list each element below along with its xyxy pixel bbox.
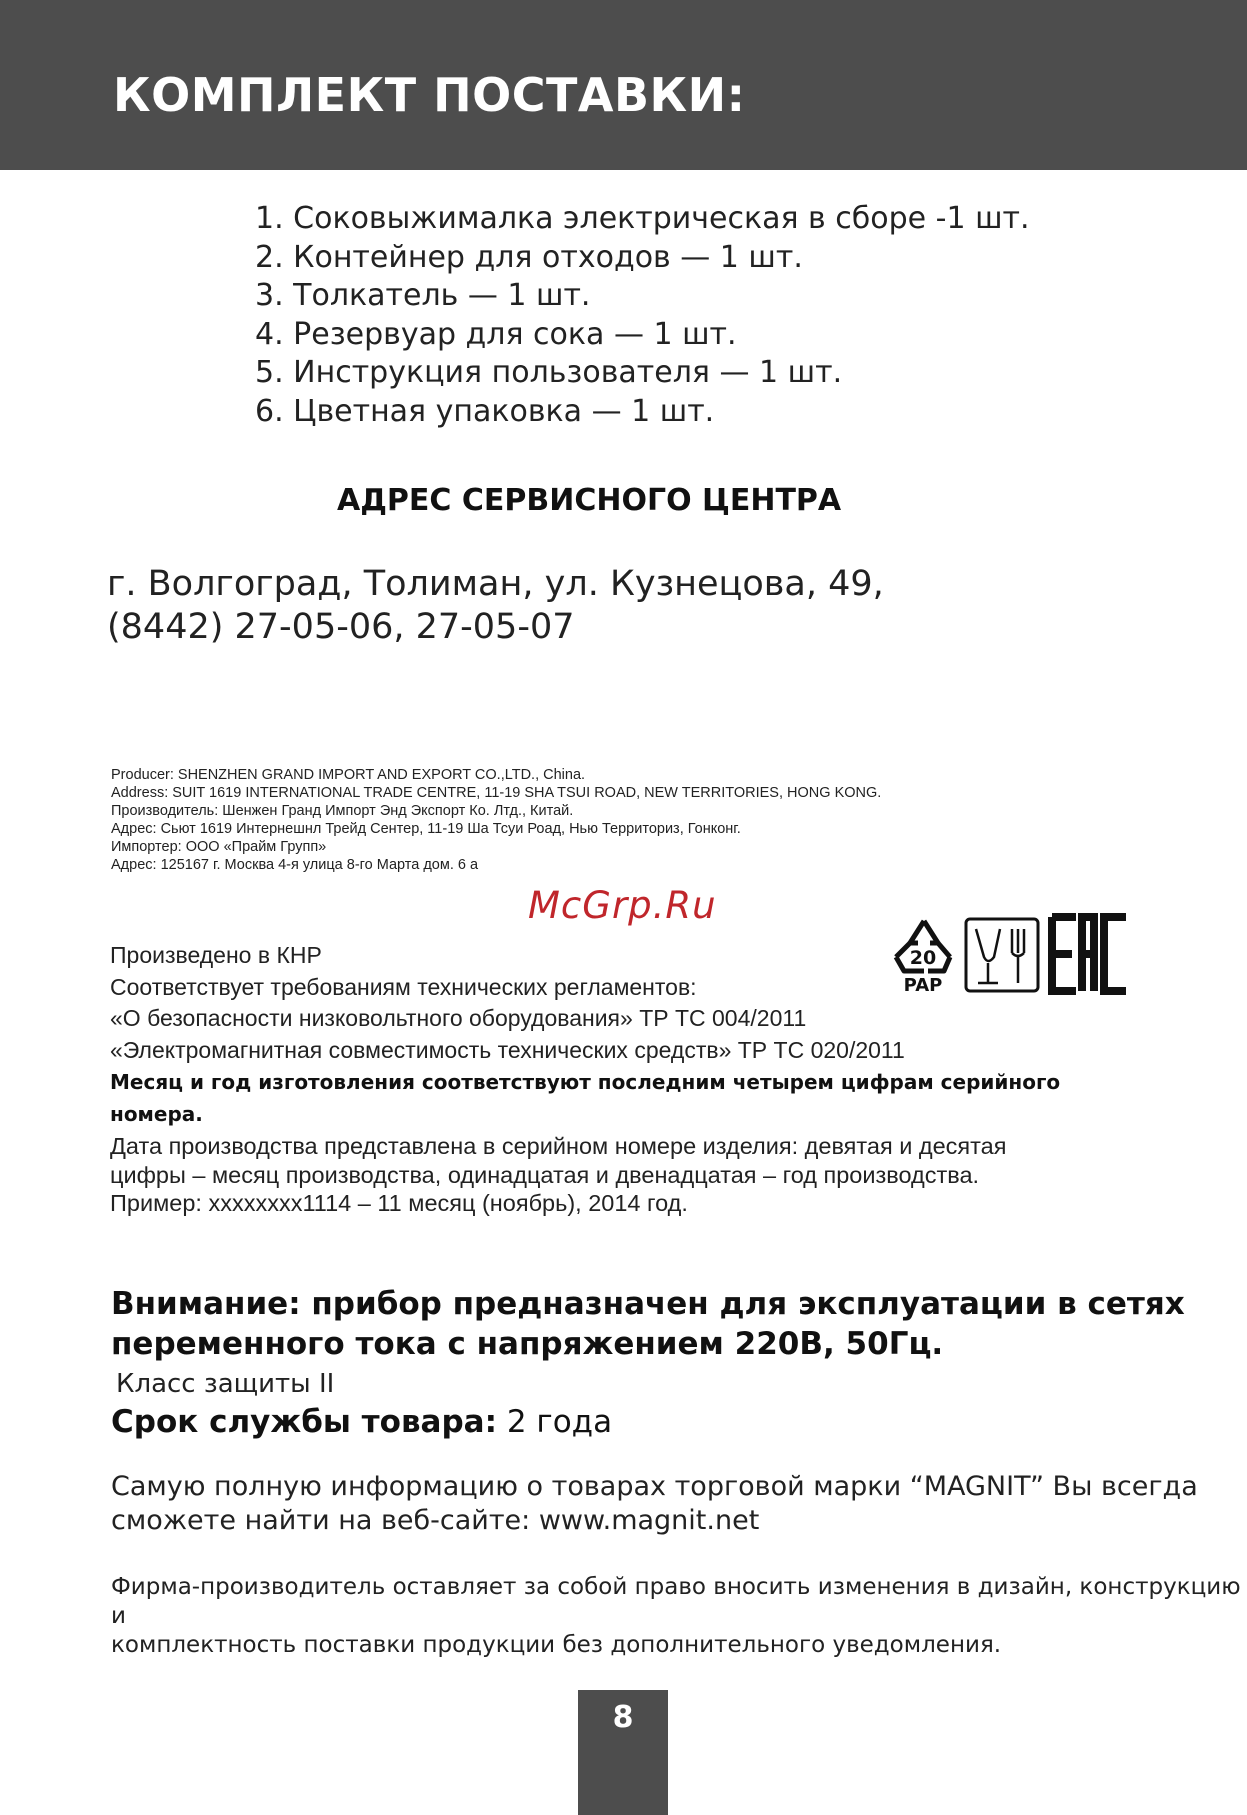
list-item: 5. Инструкция пользователя — 1 шт.: [255, 355, 843, 390]
protection-class: Класс защиты II: [116, 1369, 335, 1399]
info-line: сможете найти на веб-сайте: www.magnit.net: [111, 1505, 760, 1536]
info-line: Самую полную информацию о товарах торговой марки “MAGNIT” Вы всегда: [111, 1471, 1198, 1502]
recycle-label: PAP: [903, 975, 943, 996]
producer-line: Адрес: Сьют 1619 Интернешнл Трейд Сентер, 11-19 Ша Тсуи Роад, Нью Территориз, Гонконг.: [111, 821, 741, 837]
disclaimer-line: комплектность поставки продукции без дополнительного уведомления.: [111, 1632, 1002, 1658]
eac-label: EAC: [890, 913, 892, 914]
producer-line: Производитель: Шенжен Гранд Импорт Энд Экспорт Ко. Лтд., Китай.: [111, 803, 574, 819]
warning-line: переменного тока с напряжением 220В, 50Гц.: [111, 1326, 944, 1362]
disclaimer: [111, 1573, 1247, 1660]
page-number-box: [578, 1690, 668, 1815]
address-line: г. Волгоград, Толиман, ул. Кузнецова, 49,: [107, 564, 884, 604]
header-band: [0, 0, 1247, 170]
watermark: McGrp.Ru: [528, 884, 717, 927]
date-line: Дата производства представлена в серийном номере изделия: девятая и десятая: [110, 1133, 1007, 1159]
warning-line: Внимание: прибор предназначен для эксплуатации в сетях: [111, 1286, 1185, 1322]
made-in: Произведено в КНР: [110, 942, 322, 968]
list-item: 3. Толкатель — 1 шт.: [255, 278, 591, 313]
service-life-value: 2 года: [497, 1404, 613, 1440]
page-number: 8: [612, 1700, 634, 1735]
compliance-info: [110, 940, 1110, 1218]
voltage-warning: [111, 1284, 1185, 1364]
date-example: Пример: xxxxxxxx1114 – 11 месяц (ноябрь), 2014 год.: [110, 1190, 688, 1216]
date-explanation: [110, 1132, 1110, 1218]
list-item: 2. Контейнер для отходов — 1 шт.: [255, 239, 803, 275]
recycle-code: 20: [909, 947, 937, 969]
list-item: 1. Соковыжималка электрическая в сборе -1 шт.: [255, 201, 1030, 236]
date-line: цифры – месяц производства, одинадцатая и двенадцатая – год производства.: [110, 1161, 980, 1188]
serial-note-cont: номера.: [110, 1102, 203, 1126]
service-life: [111, 1404, 612, 1440]
website-info: [111, 1470, 1198, 1538]
service-life-label: Срок службы товара:: [111, 1404, 497, 1440]
producer-line: Address: SUIT 1619 INTERNATIONAL TRADE CENTRE, 11-19 SHA TSUI ROAD, NEW TERRITORIES, HONG KONG.: [111, 785, 882, 801]
contents-list: [255, 200, 1030, 431]
disclaimer-line: Фирма-производитель оставляет за собой право вносить изменения в дизайн, конструкцию и: [111, 1574, 1241, 1629]
serial-note: Месяц и год изготовления соответствуют последним четырем цифрам серийного: [110, 1070, 1061, 1094]
list-item: 6. Цветная упаковка — 1 шт.: [255, 393, 715, 429]
producer-info: [111, 766, 881, 874]
conforms-text: Соответствует требованиям технических регламентов:: [110, 973, 697, 1000]
producer-line: Адрес: 125167 г. Москва 4-я улица 8-го Марта дом. 6 а: [111, 857, 479, 873]
producer-line: Producer: SHENZHEN GRAND IMPORT AND EXPORT CO.,LTD., China.: [111, 767, 586, 783]
service-heading: АДРЕС СЕРВИСНОГО ЦЕНТРА: [337, 483, 842, 518]
regulation-1: «О безопасности низковольтного оборудования» ТР ТС 004/2011: [110, 1005, 807, 1031]
producer-line: Импортер: ООО «Прайм Групп»: [111, 839, 327, 855]
phone-line: (8442) 27-05-06, 27-05-07: [107, 607, 575, 647]
page-title: КОМПЛЕКТ ПОСТАВКИ:: [113, 68, 746, 122]
regulation-2: «Электромагнитная совместимость технических средств» ТР ТС 020/2011: [110, 1036, 905, 1063]
list-item: 4. Резервуар для сока — 1 шт.: [255, 316, 737, 352]
service-address: [107, 563, 884, 649]
